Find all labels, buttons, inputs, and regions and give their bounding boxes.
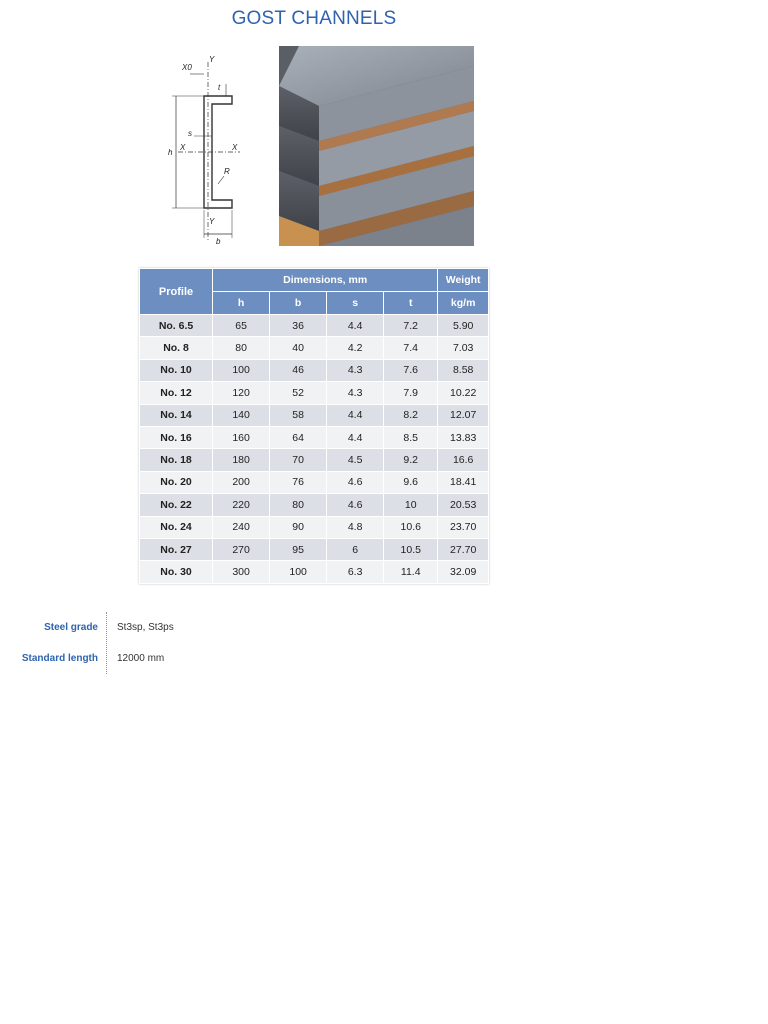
s-cell: 6.3 xyxy=(327,561,384,583)
s-cell: 4.3 xyxy=(327,359,384,381)
h-cell: 240 xyxy=(213,516,270,538)
table-row xyxy=(140,561,489,583)
t-cell: 11.4 xyxy=(384,561,438,583)
standard-length-label: Standard length xyxy=(21,653,98,664)
steel-grade-row xyxy=(0,612,300,643)
b-cell: 46 xyxy=(270,359,327,381)
h-cell: 80 xyxy=(213,337,270,359)
weight-cell: 13.83 xyxy=(438,426,489,448)
weight-cell: 27.70 xyxy=(438,538,489,560)
weight-column-header: Weight xyxy=(438,269,489,292)
diagram-label: t xyxy=(218,83,221,92)
h-cell: 100 xyxy=(213,359,270,381)
b-column-header: b xyxy=(270,292,327,315)
diagram-label: Y xyxy=(209,217,215,226)
weight-cell: 18.41 xyxy=(438,471,489,493)
steel-grade-label: Steel grade xyxy=(44,622,98,633)
b-cell: 80 xyxy=(270,494,327,516)
t-column-header: t xyxy=(384,292,438,315)
h-cell: 180 xyxy=(213,449,270,471)
s-cell: 4.2 xyxy=(327,337,384,359)
t-cell: 8.5 xyxy=(384,426,438,448)
h-cell: 200 xyxy=(213,471,270,493)
s-column-header: s xyxy=(327,292,384,315)
table-row xyxy=(140,315,489,337)
steel-channels-photo xyxy=(279,46,474,246)
b-cell: 52 xyxy=(270,382,327,404)
diagram-label: X xyxy=(180,143,186,152)
h-cell: 120 xyxy=(213,382,270,404)
h-column-header: h xyxy=(213,292,270,315)
s-cell: 4.4 xyxy=(327,404,384,426)
weight-cell: 20.53 xyxy=(438,494,489,516)
profile-cell: No. 10 xyxy=(140,359,213,381)
standard-length-row xyxy=(0,643,300,674)
profile-cell: No. 20 xyxy=(140,471,213,493)
weight-cell: 10.22 xyxy=(438,382,489,404)
channel-cross-section-diagram xyxy=(160,56,244,248)
profile-cell: No. 8 xyxy=(140,337,213,359)
b-cell: 100 xyxy=(270,561,327,583)
h-cell: 300 xyxy=(213,561,270,583)
table-row xyxy=(140,516,489,538)
weight-cell: 32.09 xyxy=(438,561,489,583)
table-row xyxy=(140,471,489,493)
t-cell: 10.6 xyxy=(384,516,438,538)
profile-cell: No. 6.5 xyxy=(140,315,213,337)
h-cell: 140 xyxy=(213,404,270,426)
b-cell: 76 xyxy=(270,471,327,493)
profile-cell: No. 16 xyxy=(140,426,213,448)
diagram-label: b xyxy=(216,237,221,246)
b-cell: 95 xyxy=(270,538,327,560)
t-cell: 10.5 xyxy=(384,538,438,560)
b-cell: 64 xyxy=(270,426,327,448)
t-cell: 9.6 xyxy=(384,471,438,493)
s-cell: 4.6 xyxy=(327,494,384,516)
channel-specs-table xyxy=(139,268,489,584)
h-cell: 65 xyxy=(213,315,270,337)
t-cell: 10 xyxy=(384,494,438,516)
diagram-label: X xyxy=(232,143,238,152)
diagram-label: Y xyxy=(209,56,215,64)
h-cell: 220 xyxy=(213,494,270,516)
diagram-label: h xyxy=(168,148,173,157)
b-cell: 40 xyxy=(270,337,327,359)
kg-per-m-column-header: kg/m xyxy=(438,292,489,315)
t-cell: 7.2 xyxy=(384,315,438,337)
table-row xyxy=(140,382,489,404)
s-cell: 4.4 xyxy=(327,315,384,337)
t-cell: 7.6 xyxy=(384,359,438,381)
diagram-label: R xyxy=(224,167,230,176)
s-cell: 4.5 xyxy=(327,449,384,471)
standard-length-value: 12000 mm xyxy=(117,653,165,664)
b-cell: 58 xyxy=(270,404,327,426)
t-cell: 7.4 xyxy=(384,337,438,359)
s-cell: 4.3 xyxy=(327,382,384,404)
weight-cell: 8.58 xyxy=(438,359,489,381)
weight-cell: 23.70 xyxy=(438,516,489,538)
dimensions-column-header: Dimensions, mm xyxy=(213,269,438,292)
t-cell: 8.2 xyxy=(384,404,438,426)
weight-cell: 16.6 xyxy=(438,449,489,471)
table-row xyxy=(140,337,489,359)
product-info xyxy=(0,612,300,674)
s-cell: 4.6 xyxy=(327,471,384,493)
profile-cell: No. 30 xyxy=(140,561,213,583)
table-row xyxy=(140,494,489,516)
h-cell: 160 xyxy=(213,426,270,448)
table-row xyxy=(140,538,489,560)
channel-specs-body xyxy=(140,315,489,584)
s-cell: 4.4 xyxy=(327,426,384,448)
s-cell: 6 xyxy=(327,538,384,560)
table-row xyxy=(140,449,489,471)
profile-cell: No. 22 xyxy=(140,494,213,516)
h-cell: 270 xyxy=(213,538,270,560)
t-cell: 7.9 xyxy=(384,382,438,404)
s-cell: 4.8 xyxy=(327,516,384,538)
profile-cell: No. 24 xyxy=(140,516,213,538)
t-cell: 9.2 xyxy=(384,449,438,471)
profile-cell: No. 27 xyxy=(140,538,213,560)
weight-cell: 7.03 xyxy=(438,337,489,359)
weight-cell: 5.90 xyxy=(438,315,489,337)
profile-cell: No. 12 xyxy=(140,382,213,404)
profile-cell: No. 18 xyxy=(140,449,213,471)
b-cell: 90 xyxy=(270,516,327,538)
diagram-label: X0 xyxy=(182,63,192,72)
table-row xyxy=(140,426,489,448)
b-cell: 70 xyxy=(270,449,327,471)
page-title: GOST CHANNELS xyxy=(231,8,397,29)
profile-column-header: Profile xyxy=(140,269,213,315)
weight-cell: 12.07 xyxy=(438,404,489,426)
steel-grade-value: St3sp, St3ps xyxy=(117,622,174,633)
table-row xyxy=(140,404,489,426)
table-row xyxy=(140,359,489,381)
profile-cell: No. 14 xyxy=(140,404,213,426)
diagram-label: s xyxy=(188,129,192,138)
b-cell: 36 xyxy=(270,315,327,337)
